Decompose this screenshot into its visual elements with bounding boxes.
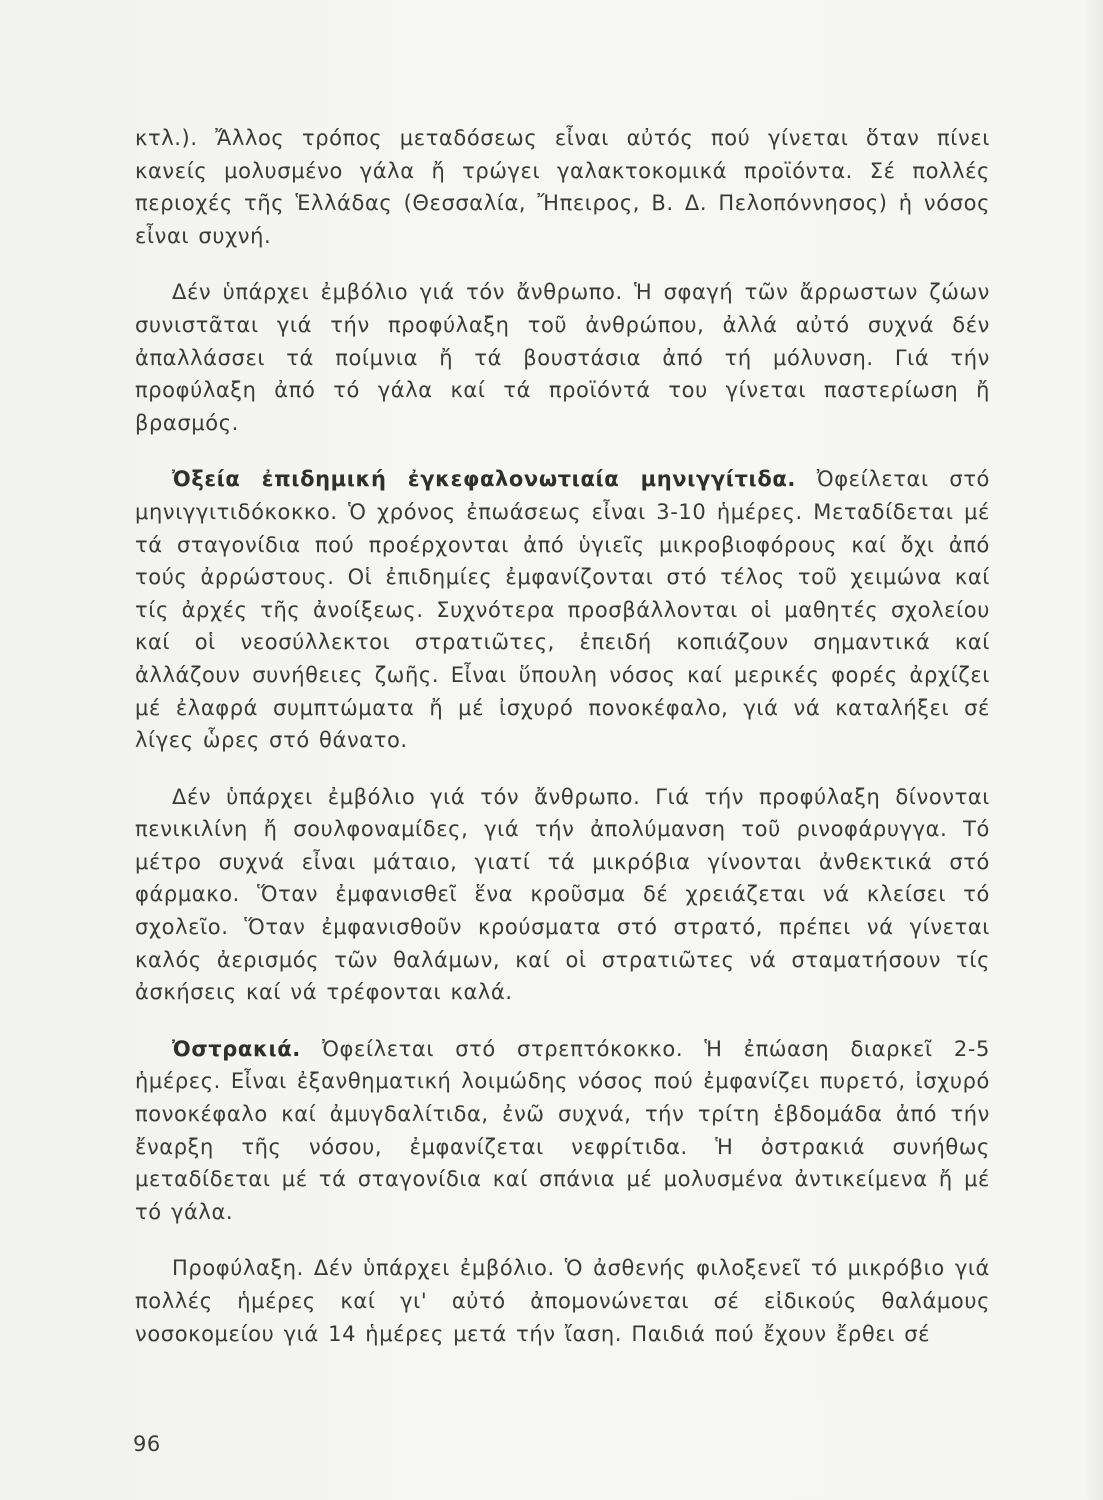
paragraph-scarlet-fever	[135, 1033, 990, 1229]
paragraph-meningitis	[135, 463, 990, 756]
section-heading-meningitis: Ὀξεία ἐπιδημική ἐγκεφαλονωτιαία μηνιγγίτιδα.	[172, 467, 796, 492]
paragraph-text: Δέν ὑπάρχει ἐμβόλιο γιά τόν ἄνθρωπο. Ἡ σφαγή τῶν ἄρρωστων ζώων συνιστᾶται γιά τήν προφύλαξη τοῦ ἀνθρώπου, ἀλλά αὐτό συχνά δέν ἀπαλλάσσει τά ποίμνια ἤ τά βουστάσια ἀπό τή μόλυνση. Γιά τήν προφύλαξη ἀπό τό γάλα καί τά προϊόντά του γίνεται παστερίωση ἤ βρασμός.	[135, 280, 990, 435]
paragraph-text: Ὀφείλεται στό μηνιγγιτιδόκοκκο. Ὁ χρόνος ἐπωάσεως εἶναι 3-10 ἡμέρες. Μεταδίδεται μέ τά σταγονίδια πού προέρχονται ἀπό ὑγιεῖς μικροβιοφόρους καί ὄχι ἀπό τούς ἀρρώστους. Οἱ ἐπιδημίες ἐμφανίζονται στό τέλος τοῦ χειμώνα καί τίς ἀρχές τῆς ἀνοίξεως. Συχνότερα προσβάλλονται οἱ μαθητές σχολείου καί οἱ νεοσύλλεκτοι στρατιῶτες, ἐπειδή κοπιάζουν σημαντικά καί ἀλλάζουν συνήθειες ζωῆς. Εἶναι ὕπουλη νόσος καί μερικές φορές ἀρχίζει μέ ἐλαφρά συμπτώματα ἤ μέ ἰσχυρό πονοκέφαλο, γιά νά καταλήξει σέ λίγες ὧρες στό θάνατο.	[135, 467, 991, 753]
paragraph-text: κτλ.). Ἄλλος τρόπος μεταδόσεως εἶναι αὐτός πού γίνεται ὅταν πίνει κανείς μολυσμένο γάλα ἤ τρώγει γαλακτοκομικά προϊόντα. Σέ πολλές περιοχές τῆς Ἑλλάδας (Θεσσαλία, Ἤπειρος, Β. Δ. Πελοπόννησος) ἡ νόσος εἶναι συχνή.	[135, 126, 990, 248]
paragraph-text: Προφύλαξη. Δέν ὑπάρχει ἐμβόλιο. Ὁ ἀσθενής φιλοξενεῖ τό μικρόβιο γιά πολλές ἡμέρες καί γι' αὐτό ἀπομονώνεται σέ εἰδικούς θαλάμους νοσοκομείου γιά 14 ἡμέρες μετά τήν ἴαση. Παιδιά πού ἔχουν ἔρθει σέ	[135, 1256, 990, 1346]
paragraph-text: Δέν ὑπάρχει ἐμβόλιο γιά τόν ἄνθρωπο. Γιά τήν προφύλαξη δίνονται πενικιλίνη ἤ σουλφοναμίδες, γιά τήν ἀπολύμανση τοῦ ρινοφάρυγγα. Τό μέτρο συχνά εἶναι μάταιο, γιατί τά μικρόβια γίνονται ἀνθεκτικά στό φάρμακο. Ὅταν ἐμφανισθεῖ ἕνα κροῦσμα δέ χρειάζεται νά κλείσει τό σχολεῖο. Ὅταν ἐμφανισθοῦν κρούσματα στό στρατό, πρέπει νά γίνεται καλός ἀερισμός τῶν θαλάμων, καί οἱ στρατιῶτες νά σταματήσουν τίς ἀσκήσεις καί νά τρέφονται καλά.	[135, 784, 990, 1005]
body-text	[135, 122, 990, 1350]
paragraph-text: Ὀφείλεται στό στρεπτόκοκκο. Ἡ ἐπώαση διαρκεῖ 2-5 ἡμέρες. Εἶναι ἐξανθηματική λοιμώδης νόσος πού ἐμφανίζει πυρετό, ἰσχυρό πονοκέφαλο καί ἀμυγδαλίτιδα, ἐνῶ συχνά, τήν τρίτη ἑβδομάδα ἀπό τήν ἔναρξη τῆς νόσου, ἐμφανίζεται νεφρίτιδα. Ἡ ὀστρακιά συνήθως μεταδίδεται μέ τά σταγονίδια καί σπάνια μέ μολυσμένα ἀντικείμενα ἤ μέ τό γάλα.	[135, 1036, 990, 1224]
page-number: 96	[133, 1432, 161, 1456]
page-edge-shadow	[1085, 0, 1103, 1500]
paragraph-transmission	[135, 122, 990, 252]
paragraph-meningitis-prevention	[135, 781, 990, 1009]
section-heading-scarlet-fever: Ὀστρακιά.	[172, 1036, 301, 1061]
paragraph-brucellosis-prevention	[135, 276, 990, 439]
paragraph-scarlet-fever-prevention	[135, 1252, 990, 1350]
